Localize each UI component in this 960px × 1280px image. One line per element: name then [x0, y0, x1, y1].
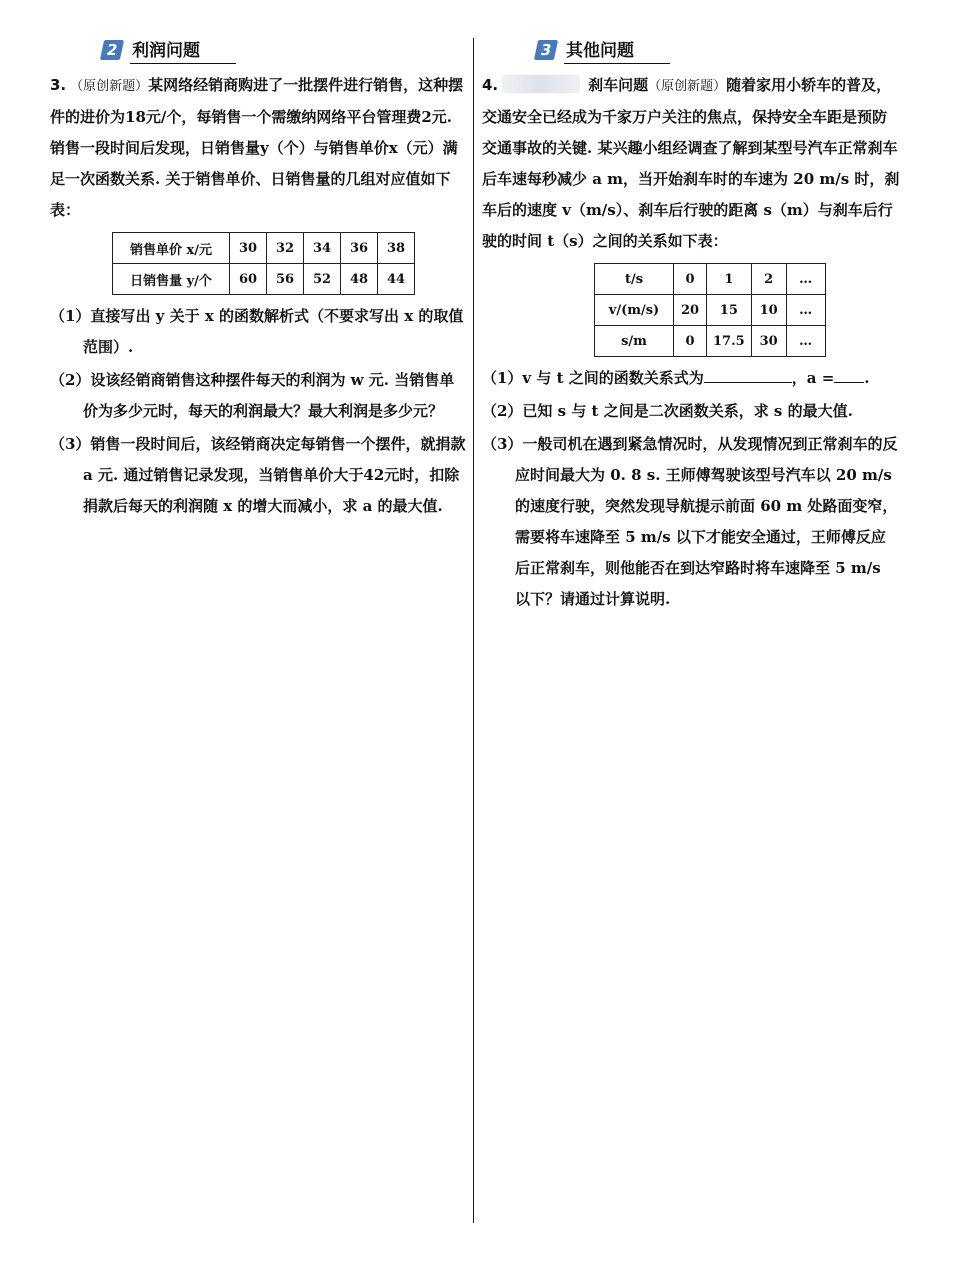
table-row [595, 264, 826, 295]
sub-question-2: （2）设该经销商销售这种摆件每天的利润为 w 元. 当销售单价为多少元时，每天的利润最大？最大利润是多少元？ [50, 371, 455, 420]
table-row [595, 295, 826, 326]
table-cell: v/(m/s) [595, 295, 674, 326]
price-sales-table-wrap [112, 232, 468, 295]
braking-table-wrap [594, 263, 900, 357]
blurred-tag [502, 75, 580, 93]
table-cell: 52 [304, 264, 341, 295]
table-row [113, 264, 415, 295]
question-number: 4. [482, 76, 499, 94]
question-text: 某网络经销商购进了一批摆件进行销售，这种摆件的进价为18元/个，每销售一个需缴纳网络平台管理费2元. 销售一段时间后发现，日销售量y（个）与销售单价x（元）满足一次函数关系. 关于销售单价、日销售量的几组对应值如下表： [50, 76, 464, 219]
price-sales-table [112, 232, 415, 295]
sub-question-1-text: （1）v 与 t 之间的函数关系式为 [482, 369, 704, 387]
question-3-stem [50, 70, 468, 226]
question-source: （原创新题） [648, 79, 727, 94]
table-cell: 0 [674, 326, 707, 357]
table-cell: … [786, 326, 825, 357]
table-cell: s/m [595, 326, 674, 357]
section-title: 利润问题 [130, 36, 236, 64]
table-cell: 60 [230, 264, 267, 295]
sub-question-1-end: . [864, 369, 870, 387]
question-text: 随着家用小轿车的普及，交通安全已经成为千家万户关注的焦点，保持安全车距是预防交通事故的关键. 某兴趣小组经调查了解到某型号汽车正常刹车后车速每秒减少 a m，当开始刹车时的车速为 20 m/s 时，刹车后的速度 v（m/s）、刹车后行驶的距离 s（m）与刹车后行驶的时间 t（s）之间的关系如下表： [482, 76, 900, 250]
question-number: 3. [50, 76, 67, 94]
section-title: 其他问题 [564, 36, 670, 64]
table-cell: 36 [341, 233, 378, 264]
section-number-badge: 3 [534, 40, 558, 60]
question-4-stem [482, 70, 900, 257]
right-column [482, 30, 900, 615]
table-cell: 32 [267, 233, 304, 264]
table-cell: 0 [674, 264, 707, 295]
table-cell: 2 [751, 264, 786, 295]
sub-question-3: （3）一般司机在遇到紧急情况时，从发现情况到正常刹车的反应时间最大为 0. 8 s. 王师傅驾驶该型号汽车以 20 m/s 的速度行驶，突然发现导航提示前面 60 m 处路面变窄，需要将车速降至 5 m/s 以下才能安全通过，王师傅反应后正常刹车，则他能否在到达窄路时将车速降至 5 m/s 以下？请通过计算说明. [482, 435, 898, 608]
table-cell: 10 [751, 295, 786, 326]
table-cell: 20 [674, 295, 707, 326]
table-cell: … [786, 264, 825, 295]
sub-question-1 [482, 363, 900, 394]
sub-question-1: （1）直接写出 y 关于 x 的函数解析式（不要求写出 x 的取值范围）. [50, 307, 464, 356]
table-cell: 48 [341, 264, 378, 295]
table-cell: 15 [707, 295, 752, 326]
table-cell: 34 [304, 233, 341, 264]
sub-question-3: （3）销售一段时间后，该经销商决定每销售一个摆件，就捐款 a 元. 通过销售记录发现，当销售单价大于42元时，扣除捐款后每天的利润随 x 的增大而减小，求 a 的最大值. [50, 435, 466, 515]
table-cell: 56 [267, 264, 304, 295]
section-number-badge: 2 [100, 40, 124, 60]
table-cell: 销售单价 x/元 [113, 233, 230, 264]
table-cell: 日销售量 y/个 [113, 264, 230, 295]
table-cell: 44 [378, 264, 415, 295]
question-source: （原创新题） [70, 79, 149, 94]
table-cell: 1 [707, 264, 752, 295]
table-row [113, 233, 415, 264]
table-cell: 17.5 [707, 326, 752, 357]
section-header-profit [102, 30, 468, 70]
column-divider [473, 38, 474, 1223]
table-row [595, 326, 826, 357]
table-cell: … [786, 295, 825, 326]
table-cell: 30 [230, 233, 267, 264]
braking-table [594, 263, 826, 357]
table-cell: t/s [595, 264, 674, 295]
answer-blank-a[interactable] [834, 368, 864, 383]
question-topic: 刹车问题 [588, 76, 649, 94]
left-column [50, 30, 468, 522]
table-cell: 30 [751, 326, 786, 357]
sub-question-2: （2）已知 s 与 t 之间是二次函数关系，求 s 的最大值. [482, 402, 853, 420]
section-header-other [536, 30, 900, 70]
table-cell: 38 [378, 233, 415, 264]
answer-blank-function[interactable] [704, 368, 792, 383]
sub-question-1-a-label: ，a = [791, 369, 835, 387]
